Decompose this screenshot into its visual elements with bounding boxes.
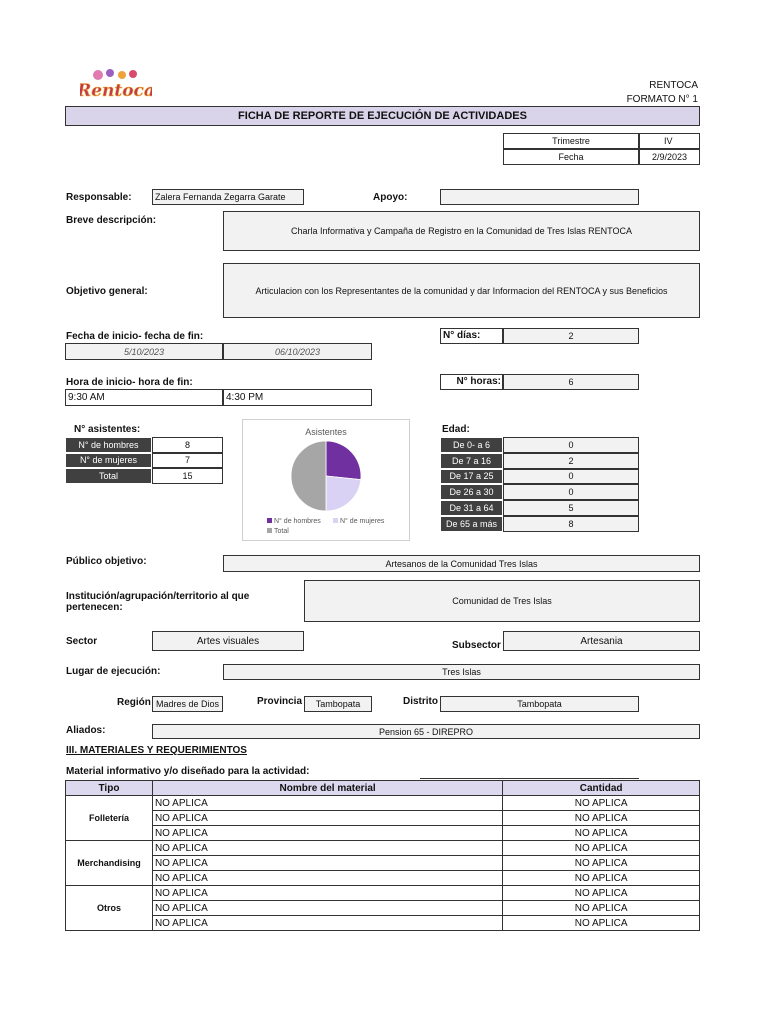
rentoca-logo <box>80 66 152 102</box>
institucion-label: Institución/agrupación/territorio al que pertenecen: <box>66 591 250 613</box>
dias-label: N° días: <box>440 328 503 344</box>
pie-chart-svg <box>243 420 409 540</box>
fecha-value: 2/9/2023 <box>639 149 700 165</box>
asistentes-row <box>65 437 223 453</box>
dias-field[interactable]: 2 <box>503 328 639 344</box>
fechas-label: Fecha de inicio- fecha de fin: <box>66 331 204 342</box>
lugar-field[interactable]: Tres Islas <box>223 664 700 680</box>
material-tipo: Merchandising <box>66 841 153 886</box>
material-row <box>66 796 700 811</box>
asistentes-row-value[interactable]: 15 <box>152 468 223 484</box>
fecha-label: Fecha <box>503 149 639 165</box>
lugar-label: Lugar de ejecución: <box>66 666 161 677</box>
logo-text: Rentoca <box>80 81 152 101</box>
subsector-label: Subsector <box>452 640 501 651</box>
asistentes-row-label: N° de hombres <box>65 437 152 453</box>
material-cantidad: NO APLICA <box>503 871 700 886</box>
legend-label-1: N° de mujeres <box>340 518 385 525</box>
region-field[interactable]: Madres de Dios <box>152 696 223 712</box>
asistentes-chart <box>242 419 410 541</box>
asistentes-row <box>65 453 223 469</box>
materiales-subtitle-underline <box>420 778 639 779</box>
sector-label: Sector <box>66 636 98 647</box>
material-row <box>66 811 700 826</box>
material-cantidad: NO APLICA <box>503 811 700 826</box>
horas-label: N° horas: <box>440 374 503 390</box>
pie-slice-2 <box>291 441 326 511</box>
asistentes-row-value[interactable]: 7 <box>152 453 223 469</box>
material-nombre: NO APLICA <box>152 886 502 901</box>
asistentes-row-value[interactable]: 8 <box>152 437 223 453</box>
material-row <box>66 901 700 916</box>
fecha-fin-field[interactable]: 06/10/2023 <box>223 343 372 360</box>
hora-fin-field[interactable]: 4:30 PM <box>223 389 372 406</box>
edad-row <box>440 469 639 485</box>
responsable-label: Responsable: <box>66 192 132 203</box>
material-row <box>66 916 700 931</box>
institucion-field[interactable]: Comunidad de Tres Islas <box>304 580 700 622</box>
edad-row-label: De 0- a 6 <box>440 437 503 453</box>
material-nombre: NO APLICA <box>152 826 502 841</box>
material-row <box>66 856 700 871</box>
apoyo-label: Apoyo: <box>373 192 408 203</box>
edad-row-value[interactable]: 8 <box>503 516 639 532</box>
material-row <box>66 841 700 856</box>
distrito-field[interactable]: Tambopata <box>440 696 639 712</box>
material-cantidad: NO APLICA <box>503 856 700 871</box>
material-nombre: NO APLICA <box>152 796 502 811</box>
edad-row-value[interactable]: 2 <box>503 453 639 469</box>
asistentes-row-label: Total <box>65 468 152 484</box>
aliados-label: Aliados: <box>66 725 106 736</box>
col-nombre: Nombre del material <box>152 781 502 796</box>
descripcion-field[interactable]: Charla Informativa y Campaña de Registro en la Comunidad de Tres Islas RENTOCA <box>223 211 700 251</box>
page-title <box>65 106 700 126</box>
asistentes-row-label: N° de mujeres <box>65 453 152 469</box>
asistentes-table <box>65 437 223 484</box>
subsector-field[interactable]: Artesania <box>503 631 700 651</box>
material-cantidad: NO APLICA <box>503 826 700 841</box>
col-tipo: Tipo <box>66 781 153 796</box>
material-cantidad: NO APLICA <box>503 841 700 856</box>
edad-row-value[interactable]: 0 <box>503 484 639 500</box>
edad-row-label: De 17 a 25 <box>440 469 503 485</box>
fecha-inicio-field[interactable]: 5/10/2023 <box>65 343 223 360</box>
material-nombre: NO APLICA <box>152 811 502 826</box>
trimestre-value: IV <box>639 133 700 149</box>
pie-slice-0 <box>326 441 361 480</box>
trimestre-label: Trimestre <box>503 133 639 149</box>
asistentes-row <box>65 468 223 484</box>
material-row <box>66 886 700 901</box>
objetivo-label: Objetivo general: <box>66 286 148 297</box>
legend-swatch-1 <box>333 518 338 523</box>
materiales-section-title: III. MATERIALES Y REQUERIMIENTOS <box>66 745 247 756</box>
edad-row-label: De 31 a 64 <box>440 500 503 516</box>
material-nombre: NO APLICA <box>152 901 502 916</box>
objetivo-field[interactable]: Articulacion con los Representantes de la comunidad y dar Informacion del RENTOCA y sus Beneficios <box>223 263 700 318</box>
legend-swatch-0 <box>267 518 272 523</box>
materiales-subtitle: Material informativo y/o diseñado para la actividad: <box>66 766 310 777</box>
edad-row <box>440 484 639 500</box>
distrito-label: Distrito <box>403 696 438 707</box>
hora-inicio-field[interactable]: 9:30 AM <box>65 389 223 406</box>
edad-row-label: De 26 a 30 <box>440 484 503 500</box>
materiales-table <box>65 780 700 931</box>
material-cantidad: NO APLICA <box>503 886 700 901</box>
page-title-text: FICHA DE REPORTE DE EJECUCIÓN DE ACTIVIDADES <box>238 110 527 122</box>
material-tipo: Folletería <box>66 796 153 841</box>
edad-row-value[interactable]: 0 <box>503 469 639 485</box>
edad-row <box>440 437 639 453</box>
horas-field[interactable]: 6 <box>503 374 639 390</box>
material-nombre: NO APLICA <box>152 871 502 886</box>
legend-label-2: Total <box>274 528 289 535</box>
publico-label: Público objetivo: <box>66 556 147 567</box>
col-cantidad: Cantidad <box>503 781 700 796</box>
material-tipo: Otros <box>66 886 153 931</box>
material-row <box>66 826 700 841</box>
material-cantidad: NO APLICA <box>503 916 700 931</box>
edad-table <box>440 437 639 532</box>
material-cantidad: NO APLICA <box>503 796 700 811</box>
edad-row <box>440 500 639 516</box>
legend-label-0: N° de hombres <box>274 518 321 525</box>
pie-slice-1 <box>326 476 361 511</box>
edad-row-label: De 7 a 16 <box>440 453 503 469</box>
region-label: Región <box>117 697 151 708</box>
material-cantidad: NO APLICA <box>503 901 700 916</box>
edad-row <box>440 516 639 532</box>
asistentes-label: N° asistentes: <box>74 424 141 435</box>
material-nombre: NO APLICA <box>152 841 502 856</box>
edad-row-value[interactable]: 5 <box>503 500 639 516</box>
chart-title: Asistentes <box>305 427 347 437</box>
horas-rango-label: Hora de inicio- hora de fin: <box>66 377 193 388</box>
sector-field[interactable]: Artes visuales <box>152 631 304 651</box>
material-nombre: NO APLICA <box>152 856 502 871</box>
edad-row <box>440 453 639 469</box>
aliados-field[interactable]: Pension 65 - DIREPRO <box>152 724 700 739</box>
provincia-field[interactable]: Tambopata <box>304 696 372 712</box>
format-number: FORMATO N° 1 <box>626 94 698 105</box>
material-row <box>66 871 700 886</box>
descripcion-label: Breve descripción: <box>66 215 157 226</box>
org-name: RENTOCA <box>649 80 698 91</box>
edad-row-label: De 65 a más <box>440 516 503 532</box>
apoyo-field[interactable] <box>440 189 639 205</box>
provincia-label: Provincia <box>257 696 303 707</box>
publico-field[interactable]: Artesanos de la Comunidad Tres Islas <box>223 555 700 572</box>
material-nombre: NO APLICA <box>152 916 502 931</box>
edad-label: Edad: <box>442 424 470 435</box>
responsable-field[interactable]: Zalera Fernanda Zegarra Garate <box>152 189 304 205</box>
edad-row-value[interactable]: 0 <box>503 437 639 453</box>
legend-swatch-2 <box>267 528 272 533</box>
